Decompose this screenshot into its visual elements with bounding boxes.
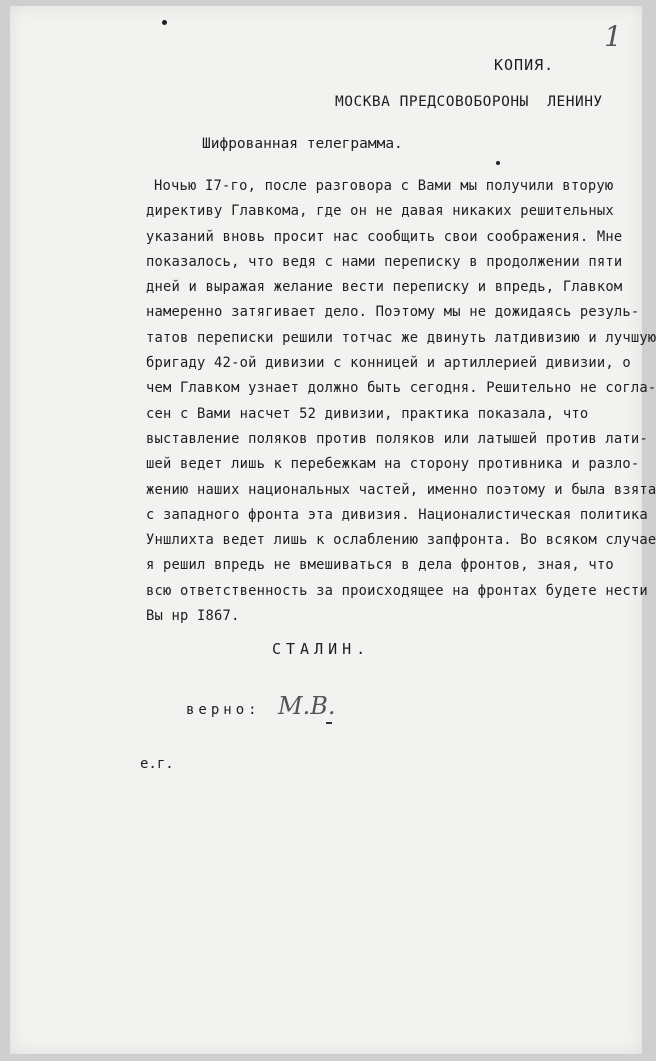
body-line: шей ведет лишь к перебежкам на сторону противника и разло- [146, 456, 640, 473]
body-line: я решил впредь не вмешиваться в дела фронтов, зная, что [146, 557, 614, 574]
certification-label: верно: [186, 702, 261, 718]
ink-dot [496, 161, 500, 165]
body-line: Уншлихта ведет лишь к ослаблению запфронта. Во всяком случае [146, 532, 656, 549]
body-line: Ночью I7-го, после разговора с Вами мы получили вторую [154, 178, 614, 194]
body-line: указаний вновь просит нас сообщить свои соображения. Мне [146, 228, 623, 245]
copy-mark: КОПИЯ. [494, 56, 555, 74]
body-line: показалось, что ведя с нами переписку в продолжении пяти [146, 253, 623, 270]
document-page [10, 6, 656, 1054]
typist-initials: е.г. [140, 756, 174, 772]
body-line: с западного фронта эта дивизия. Националистическая политика [146, 506, 648, 523]
body-line: жению наших национальных частей, именно поэтому и была взята [146, 481, 656, 498]
body-line: татов переписки решили тотчас же двинуть латдивизию и лучшую [146, 329, 656, 346]
document-type: Шифрованная телеграмма. [202, 136, 403, 152]
archive-page-number: 1 [604, 20, 622, 53]
signature: СТАЛИН. [272, 640, 371, 658]
body-line: сен с Вами насчет 52 дивизии, практика показала, что [146, 405, 589, 422]
body-line: директиву Главкома, где он не давая никаких решительных [146, 203, 614, 220]
body-line: Вы нр I867. [146, 608, 240, 625]
ink-mark [326, 722, 332, 724]
body-line: чем Главком узнает должно быть сегодня. Решительно не согла- [146, 380, 656, 397]
telegram-body [146, 174, 656, 629]
handwritten-initials: М.В. [278, 692, 336, 720]
body-line: намеренно затягивает дело. Поэтому мы не дожидаясь резуль- [146, 304, 640, 321]
addressee-line: МОСКВА ПРЕДСОВОБОРОНЫ ЛЕНИНУ [335, 94, 603, 110]
body-line: всю ответственность за происходящее на фронтах будете нести [146, 582, 648, 599]
body-line: выставление поляков против поляков или латышей против лати- [146, 430, 648, 447]
ink-dot [162, 20, 167, 25]
body-line: дней и выражая желание вести переписку и впредь, Главком [146, 279, 623, 296]
body-line: бригаду 42-ой дивизии с конницей и артиллерией дивизии, о [146, 355, 631, 372]
